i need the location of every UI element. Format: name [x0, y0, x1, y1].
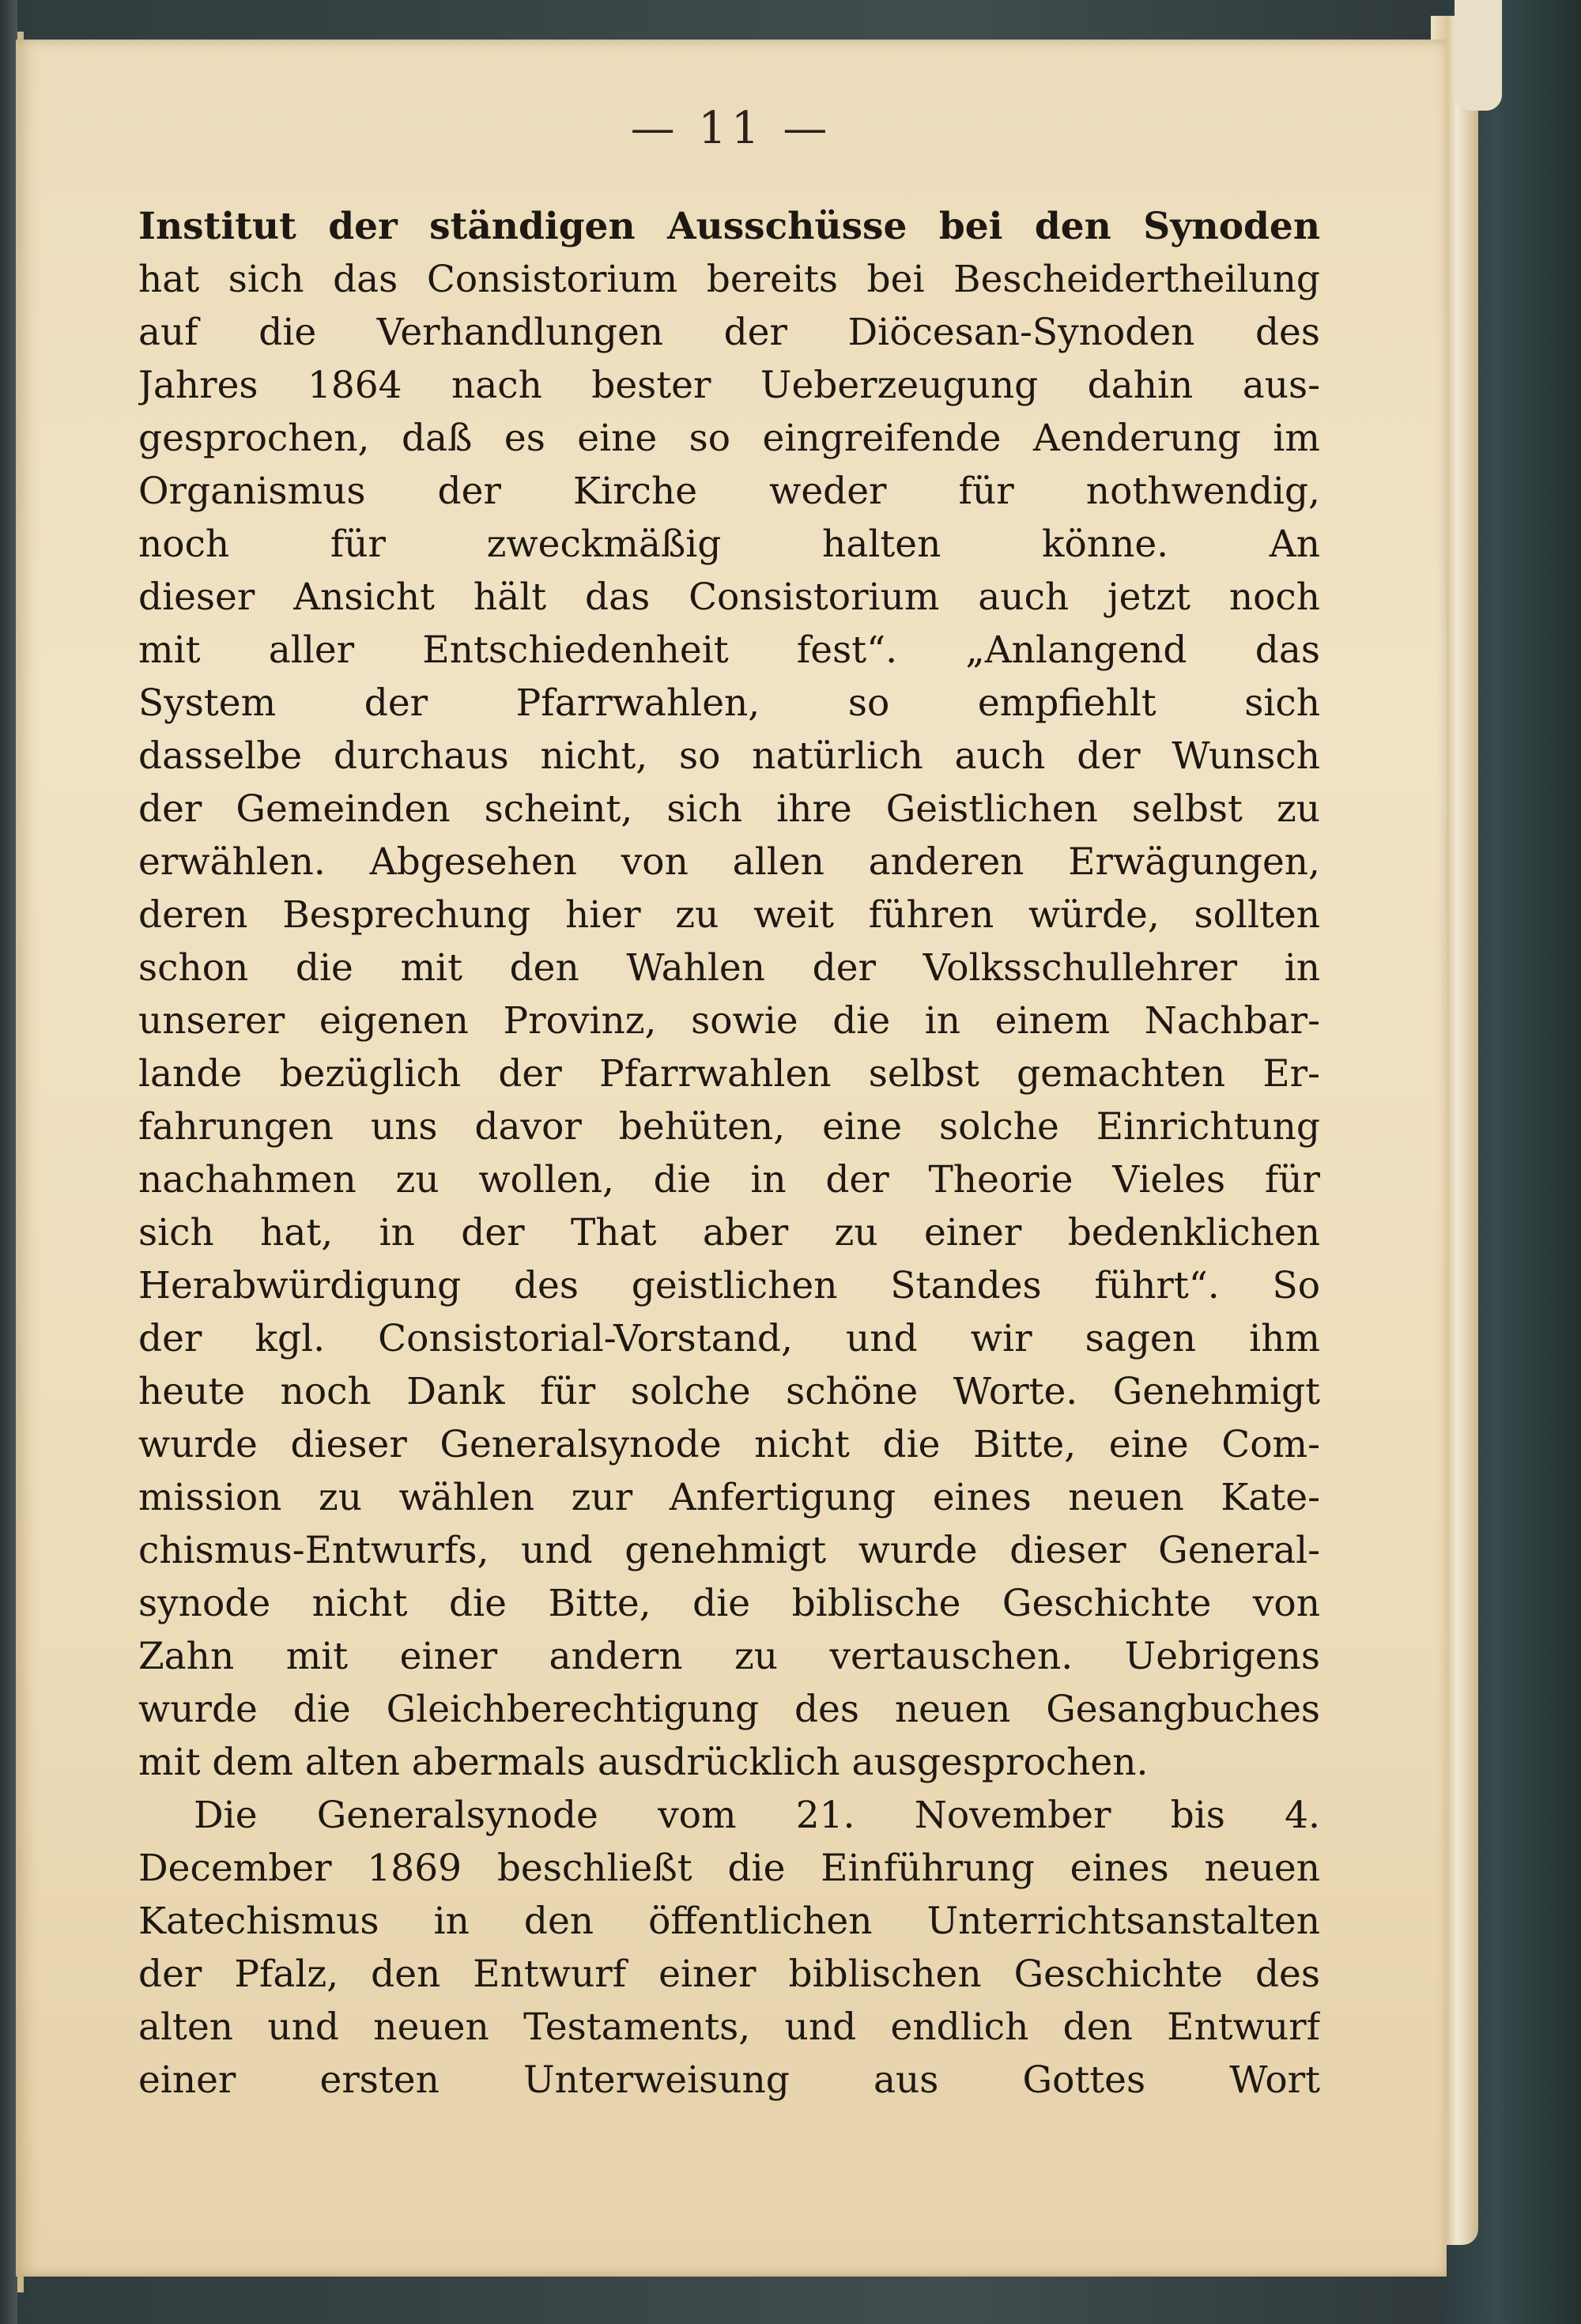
text-line: erwählen. Abgesehen von allen anderen Erwägungen,: [138, 840, 1320, 884]
text-line: mission zu wählen zur Anfertigung eines neuen Kate-: [138, 1476, 1320, 1519]
text-line: hat sich das Consistorium bereits bei Bescheidertheilung: [138, 258, 1320, 301]
text-line: Jahres 1864 nach bester Ueberzeugung dahin aus-: [138, 364, 1320, 407]
text-line: Herabwürdigung des geistlichen Standes führt“. So: [138, 1264, 1320, 1307]
text-line: auf die Verhandlungen der Diöcesan-Synoden des: [138, 311, 1320, 354]
book-gutter: [0, 0, 17, 2324]
text-line: Die Generalsynode vom 21. November bis 4.: [194, 1794, 1320, 1837]
text-line: sich hat, in der That aber zu einer bedenklichen: [138, 1211, 1320, 1254]
text-line: System der Pfarrwahlen, so empfiehlt sich: [138, 681, 1320, 725]
text-line: einer ersten Unterweisung aus Gottes Wort: [138, 2058, 1320, 2102]
text-line: synode nicht die Bitte, die biblische Geschichte von: [138, 1582, 1320, 1625]
text-line: mit aller Entschiedenheit fest“. „Anlangend das: [138, 628, 1320, 672]
text-line: mit dem alten abermals ausdrücklich ausgesprochen.: [138, 1741, 1149, 1784]
text-line: noch für zweckmäßig halten könne. An: [138, 523, 1320, 566]
text-line: heute noch Dank für solche schöne Worte. Genehmigt: [138, 1370, 1320, 1413]
text-line: Zahn mit einer andern zu vertauschen. Uebrigens: [138, 1635, 1320, 1678]
text-line: der Gemeinden scheint, sich ihre Geistlichen selbst zu: [138, 787, 1320, 831]
page-corner: [1455, 0, 1502, 111]
text-line: fahrungen uns davor behüten, eine solche Einrichtung: [138, 1105, 1320, 1149]
text-line: chismus-Entwurfs, und genehmigt wurde dieser General-: [138, 1529, 1320, 1572]
text-line: der Pfalz, den Entwurf einer biblischen Geschichte des: [138, 1952, 1320, 1996]
text-line: wurde die Gleichberechtigung des neuen Gesangbuches: [138, 1688, 1320, 1731]
text-line: Katechismus in den öffentlichen Unterrichtsanstalten: [138, 1900, 1320, 1943]
text-line: deren Besprechung hier zu weit führen würde, sollten: [138, 893, 1320, 937]
text-line: wurde dieser Generalsynode nicht die Bitte, eine Com-: [138, 1423, 1320, 1466]
text-line: Institut der ständigen Ausschüsse bei den Synoden: [138, 205, 1320, 248]
text-line: schon die mit den Wahlen der Volksschullehrer in: [138, 946, 1320, 990]
text-line: alten und neuen Testaments, und endlich den Entwurf: [138, 2005, 1320, 2049]
page-number: — 11 —: [630, 103, 832, 154]
book-page: [16, 40, 1447, 2277]
text-line: nachahmen zu wollen, die in der Theorie Vieles für: [138, 1158, 1320, 1202]
text-line: lande bezüglich der Pfarrwahlen selbst gemachten Er-: [138, 1052, 1320, 1096]
text-line: Organismus der Kirche weder für nothwendig,: [138, 470, 1320, 513]
text-line: dieser Ansicht hält das Consistorium auch jetzt noch: [138, 575, 1320, 619]
text-line: unserer eigenen Provinz, sowie die in einem Nachbar-: [138, 999, 1320, 1043]
text-line: December 1869 beschließt die Einführung eines neuen: [138, 1847, 1320, 1890]
text-line: gesprochen, daß es eine so eingreifende Aenderung im: [138, 417, 1320, 460]
text-line: der kgl. Consistorial-Vorstand, und wir sagen ihm: [138, 1317, 1320, 1360]
text-line: dasselbe durchaus nicht, so natürlich auch der Wunsch: [138, 734, 1320, 778]
